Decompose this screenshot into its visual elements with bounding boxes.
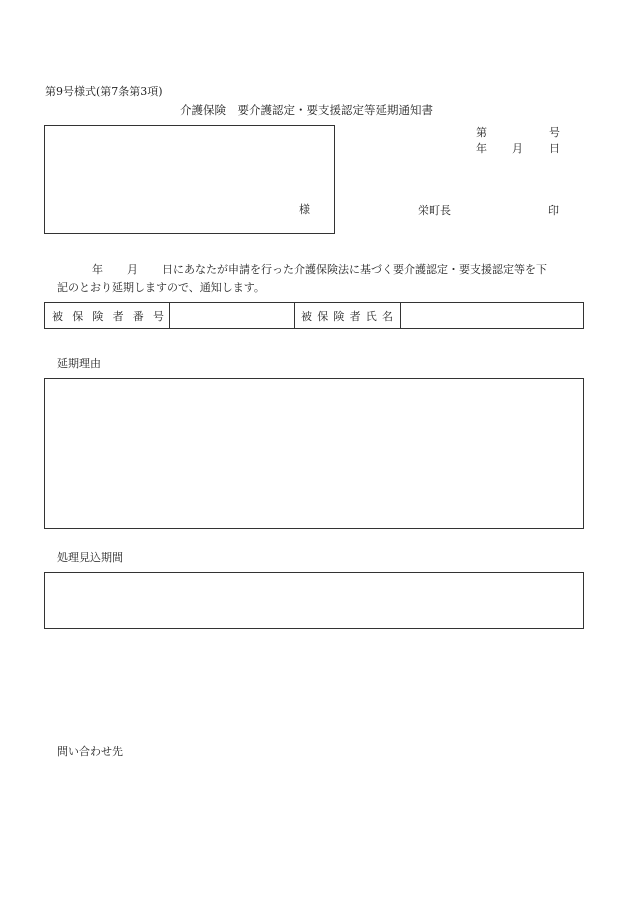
- insured-number-label-char: 保: [72, 310, 84, 323]
- date-month: 月: [512, 142, 523, 155]
- insured-number-label-char: 号: [152, 310, 164, 323]
- notice-line1: 日にあなたが申請を行った介護保険法に基づく要介護認定・要支援認定等を下: [162, 263, 547, 276]
- insured-name-label: [301, 311, 393, 322]
- reason-box[interactable]: [44, 378, 584, 529]
- insured-name-label-char: 保: [317, 310, 329, 323]
- document-title: 介護保険 要介護認定・要支援認定等延期通知書: [180, 103, 433, 117]
- insured-table: [44, 302, 584, 329]
- insured-name-label-char: 氏: [365, 310, 377, 323]
- insured-number-label-char: 険: [92, 310, 104, 323]
- doc-number-prefix: 第: [476, 126, 487, 139]
- notice-line2: 記のとおり延期しますので、通知します。: [57, 281, 265, 294]
- insured-name-label-char: 者: [349, 310, 361, 323]
- contact-label: 問い合わせ先: [57, 745, 123, 758]
- insured-name-label-char: 被: [301, 310, 312, 323]
- recipient-address-box[interactable]: [44, 125, 335, 234]
- notice-year: 年: [92, 263, 103, 276]
- insured-name-label-char: 険: [333, 310, 345, 323]
- processing-period-label: 処理見込期間: [57, 551, 123, 564]
- insured-number-label-char: 番: [132, 310, 144, 323]
- reason-label: 延期理由: [57, 357, 101, 370]
- issuer-name: 栄町長: [418, 204, 451, 217]
- date-day: 日: [549, 142, 560, 155]
- date-year: 年: [476, 142, 487, 155]
- insured-number-label-char: 被: [52, 310, 63, 323]
- insured-name-field[interactable]: [401, 303, 583, 328]
- seal-mark: 印: [548, 204, 559, 217]
- processing-period-box[interactable]: [44, 572, 584, 629]
- table-divider: [294, 303, 295, 328]
- insured-number-field[interactable]: [170, 303, 294, 328]
- insured-name-label-char: 名: [381, 310, 393, 323]
- insured-number-label-char: 者: [112, 310, 124, 323]
- insured-number-label: [52, 311, 164, 322]
- doc-number-suffix: 号: [549, 126, 560, 139]
- notice-month: 月: [127, 263, 138, 276]
- form-number: 第9号様式(第7条第3項): [45, 85, 163, 98]
- recipient-honorific: 様: [299, 203, 310, 216]
